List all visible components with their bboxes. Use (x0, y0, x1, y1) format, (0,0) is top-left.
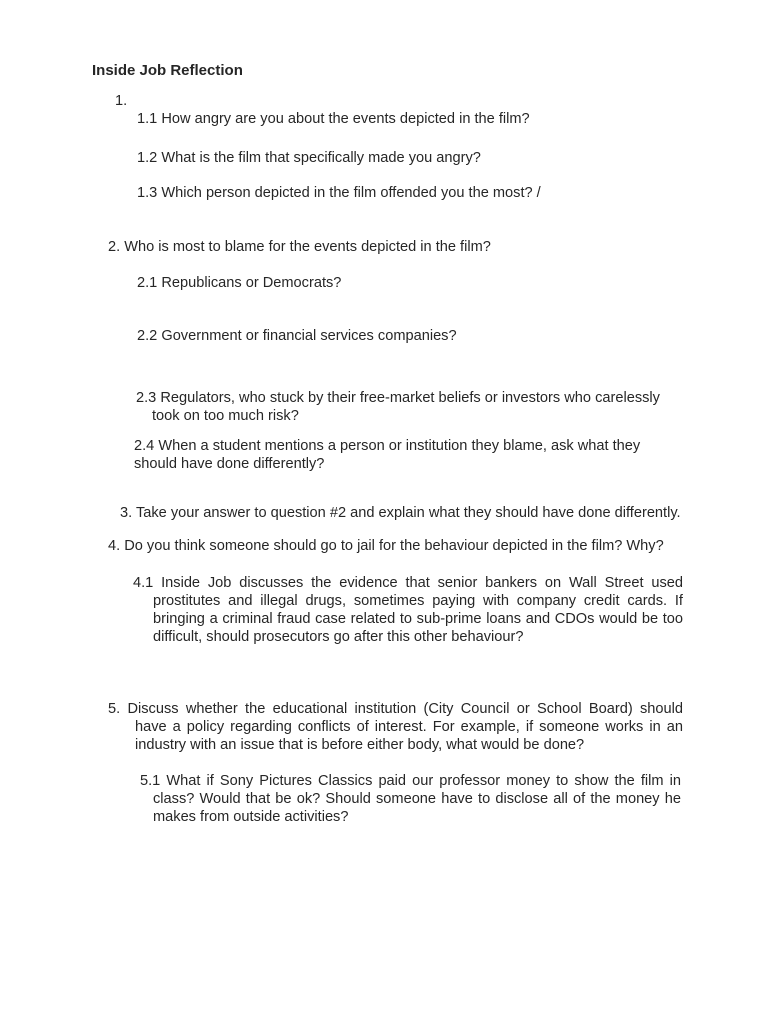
document-title: Inside Job Reflection (92, 62, 243, 79)
question-4: 4. Do you think someone should go to jail for the behaviour depicted in the film? Why? (108, 538, 664, 554)
question-1-marker: 1. (115, 93, 128, 109)
question-2-2: 2.2 Government or financial services companies? (137, 328, 457, 344)
question-1-3: 1.3 Which person depicted in the film offended you the most? / (137, 185, 541, 201)
question-2-3: 2.3 Regulators, who stuck by their free-market beliefs or investors who carelessly took on too much risk? (136, 390, 660, 424)
question-3: 3. Take your answer to question #2 and explain what they should have done differently. (120, 505, 681, 521)
question-2-4: 2.4 When a student mentions a person or institution they blame, ask what they should have done differently? (134, 438, 641, 472)
question-1-1: 1.1 How angry are you about the events depicted in the film? (137, 111, 530, 127)
question-5-1: 5.1 What if Sony Pictures Classics paid our professor money to show the film in class? Would that be ok? Should someone have to disclose all of the money he makes from outside activities? (140, 773, 681, 825)
question-5: 5. Discuss whether the educational institution (City Council or School Board) should have a policy regarding conflicts of interest. For example, if someone works in an industry with an issue that is before either body, what would be done? (108, 701, 683, 753)
question-4-1: 4.1 Inside Job discusses the evidence that senior bankers on Wall Street used prostitutes and illegal drugs, sometimes paying with company credit cards. If bringing a criminal fraud case related to sub-prime loans and CDOs would be too difficult, should prosecutors go after this other behaviour? (133, 575, 683, 645)
question-1-2: 1.2 What is the film that specifically made you angry? (137, 150, 481, 166)
question-2: 2. Who is most to blame for the events depicted in the film? (108, 239, 491, 255)
question-2-1: 2.1 Republicans or Democrats? (137, 275, 342, 291)
